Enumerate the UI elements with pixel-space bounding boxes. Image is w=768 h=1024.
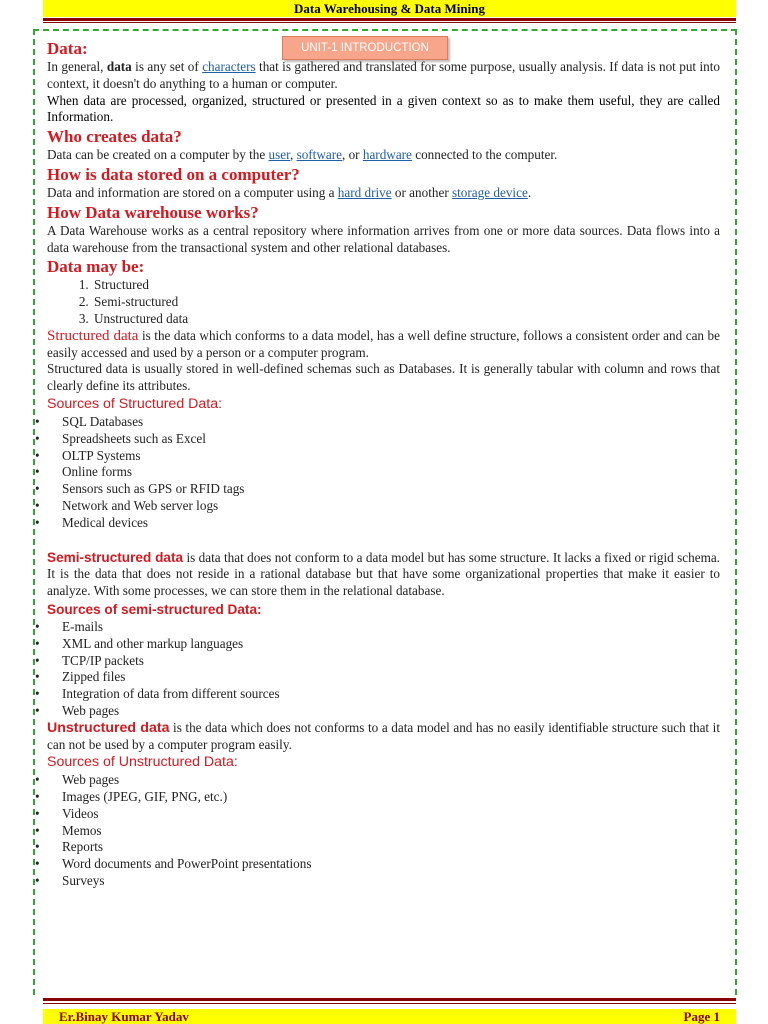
list-item: • Sensors such as GPS or RFID tags [62,481,720,498]
unit-badge-label: UNIT-1 INTRODUCTION [301,42,429,54]
footer-rule [43,998,736,1001]
list-item: • Network and Web server logs [62,498,720,515]
list-item: • Web pages [62,703,720,720]
link-user[interactable]: user [268,147,290,163]
list-item: • Web pages [62,772,720,789]
list-item: • OLTP Systems [62,448,720,465]
list-item: • Word documents and PowerPoint presentations [62,856,720,873]
text: that is gathered and translated for some purpose, usually analysis. If data is not put into context, it doesn't do anything to a human or computer. [47,59,720,91]
footer-page-number: Page 1 [683,1009,720,1024]
text: is the data which does not conforms to a data model and has no easily identifiable structure such that it can not be used by a computer program easily. [47,719,721,752]
text: , [289,147,297,163]
link-storage-device[interactable]: storage device [452,184,528,200]
text: is any set of [131,59,203,74]
list-item: • SQL Databases [62,414,720,431]
list-item: 1. Structured [92,277,720,294]
paragraph-dw-works: A Data Warehouse works as a central repository where information arrives from one or more data sources. Data flows into a data warehouse from the transactional system and other relational databases. [47,222,720,255]
list-item: • Online forms [62,464,720,481]
text: , or [341,147,363,163]
list-item: • E-mails [62,619,720,636]
link-characters[interactable]: characters [202,59,256,74]
heading-structured-sources: Sources of Structured Data: [47,395,223,412]
paragraph-structured [47,328,720,362]
heading-unstructured-sources: Sources of Unstructured Data: [47,754,238,771]
structured-term: Structured data [47,327,139,344]
list-item: • Reports [62,839,720,856]
paragraph-structured-storage: Structured data is usually stored in well-defined schemas such as Databases. It is generally tabular with column and rows that clearly define its attributes. [47,361,720,394]
list-item: 3. Unstructured data [92,311,720,328]
text: Data and information are stored on a computer using a [47,184,338,200]
list-item: • Images (JPEG, GIF, PNG, etc.) [62,789,720,806]
paragraph-semi-structured [47,550,720,600]
text: Data can be created on a computer by the [47,147,269,163]
text: connected to the computer. [411,147,558,163]
link-software[interactable]: software [296,147,342,163]
paragraph-unstructured [47,720,720,754]
list-item: • Videos [62,806,720,823]
heading-who-creates: Who creates data? [47,127,182,147]
text: or another [391,184,453,200]
paragraph-how-stored [47,185,720,202]
header-rule-thin [43,22,736,23]
text: In general, [47,59,107,74]
list-item: • Medical devices [62,515,720,532]
text: . [527,184,532,200]
paragraph-information: When data are processed, organized, structured or presented in a given context so as to make them useful, they are called Information. [47,92,720,125]
unstructured-sources-list [35,772,720,890]
structured-sources-list [35,414,720,532]
paragraph-data-definition [47,59,720,93]
text: is data that does not conform to a data model but has some structure. It lacks a fixed or rigid schema. It is the data that does not reside in a rational database but that have some organizational properties that make it easier to analyze. With some processes, we can store them in the relational database. [47,549,720,599]
list-item: • Memos [62,823,720,840]
header-rule [43,18,736,21]
list-item: 2. Semi-structured [92,294,720,311]
semi-structured-term: Semi-structured data [47,549,184,565]
list-item: • TCP/IP packets [62,653,720,670]
document-body [47,38,720,890]
text: is the data which conforms to a data model, has a well define structure, follows a consistent order and can be easily accessed and used by a person or a computer program. [47,327,720,360]
link-hard-drive[interactable]: hard drive [337,184,392,200]
list-item: • Spreadsheets such as Excel [62,431,720,448]
unstructured-term: Unstructured data [47,719,170,736]
header-title: Data Warehousing & Data Mining [294,1,485,16]
list-item: • Integration of data from different sources [62,686,720,703]
page-header [43,0,736,17]
list-item: • XML and other markup languages [62,636,720,653]
link-hardware[interactable]: hardware [362,147,412,163]
paragraph-who-creates [47,147,720,164]
footer-author: Er.Binay Kumar Yadav [59,1009,189,1024]
footer-rule-thin [43,1003,736,1004]
semi-sources-list [35,619,720,720]
list-item: • Surveys [62,873,720,890]
bold-term: data [106,59,132,74]
heading-dw-works: How Data warehouse works? [47,202,259,222]
data-types-list [47,277,720,327]
heading-how-stored: How is data stored on a computer? [47,164,300,184]
page-footer [43,1009,736,1024]
heading-data: Data: [47,39,88,58]
list-item: • Zipped files [62,669,720,686]
heading-semi-sources: Sources of semi-structured Data: [47,601,262,617]
spacer [47,532,720,550]
heading-data-may-be: Data may be: [47,257,145,277]
